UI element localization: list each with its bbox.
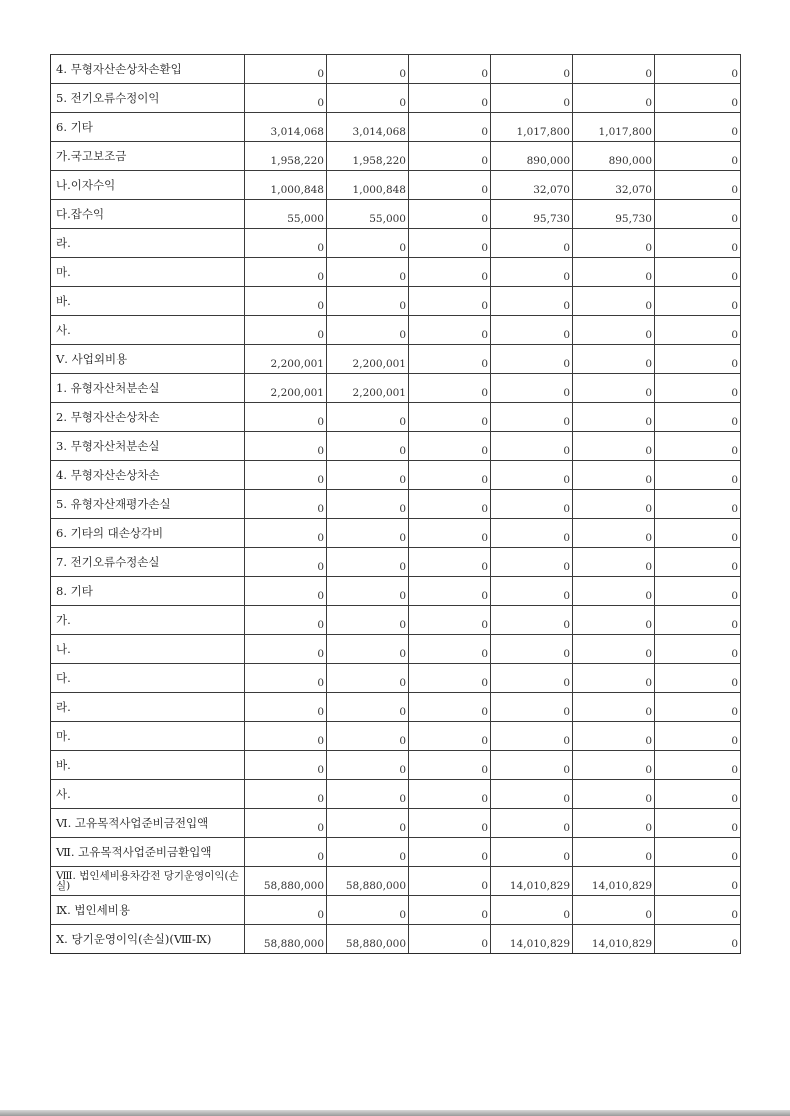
amount-cell: 0 xyxy=(491,722,573,751)
amount-cell: 0 xyxy=(409,374,491,403)
amount-cell: 1,017,800 xyxy=(573,113,655,142)
amount-cell: 0 xyxy=(655,693,741,722)
amount-cell: 0 xyxy=(409,84,491,113)
amount-cell: 0 xyxy=(409,809,491,838)
amount-cell: 2,200,001 xyxy=(245,374,327,403)
table-row xyxy=(51,751,741,780)
amount-cell: 0 xyxy=(655,461,741,490)
table-row xyxy=(51,316,741,345)
row-label: 라. xyxy=(51,693,245,722)
amount-cell: 1,958,220 xyxy=(245,142,327,171)
row-label: 다. xyxy=(51,664,245,693)
amount-cell: 0 xyxy=(655,432,741,461)
amount-cell: 0 xyxy=(655,664,741,693)
row-label: 바. xyxy=(51,751,245,780)
row-label: 6. 기타의 대손상각비 xyxy=(51,519,245,548)
amount-cell: 0 xyxy=(573,577,655,606)
table-row xyxy=(51,229,741,258)
table-row xyxy=(51,345,741,374)
amount-cell: 0 xyxy=(655,838,741,867)
amount-cell: 0 xyxy=(655,229,741,258)
amount-cell: 0 xyxy=(573,258,655,287)
amount-cell: 0 xyxy=(573,374,655,403)
table-row xyxy=(51,635,741,664)
amount-cell: 0 xyxy=(245,403,327,432)
amount-cell: 0 xyxy=(655,113,741,142)
amount-cell: 0 xyxy=(327,751,409,780)
amount-cell: 0 xyxy=(573,548,655,577)
amount-cell: 0 xyxy=(327,722,409,751)
amount-cell: 0 xyxy=(491,896,573,925)
amount-cell: 0 xyxy=(573,229,655,258)
amount-cell: 0 xyxy=(245,635,327,664)
amount-cell: 0 xyxy=(655,896,741,925)
amount-cell: 0 xyxy=(573,84,655,113)
amount-cell: 14,010,829 xyxy=(573,867,655,896)
amount-cell: 14,010,829 xyxy=(573,925,655,954)
table-row xyxy=(51,200,741,229)
amount-cell: 0 xyxy=(409,345,491,374)
amount-cell: 0 xyxy=(491,345,573,374)
amount-cell: 58,880,000 xyxy=(327,867,409,896)
amount-cell: 0 xyxy=(245,432,327,461)
table-row xyxy=(51,287,741,316)
table-row xyxy=(51,664,741,693)
amount-cell: 0 xyxy=(409,896,491,925)
table-row xyxy=(51,867,741,896)
amount-cell: 0 xyxy=(491,577,573,606)
amount-cell: 0 xyxy=(655,403,741,432)
amount-cell: 0 xyxy=(573,432,655,461)
amount-cell: 0 xyxy=(655,258,741,287)
amount-cell: 0 xyxy=(491,258,573,287)
amount-cell: 0 xyxy=(409,113,491,142)
scan-bottom-edge xyxy=(0,1110,790,1116)
amount-cell: 1,958,220 xyxy=(327,142,409,171)
amount-cell: 0 xyxy=(655,55,741,84)
table-row xyxy=(51,780,741,809)
amount-cell: 0 xyxy=(409,200,491,229)
amount-cell: 0 xyxy=(327,693,409,722)
amount-cell: 0 xyxy=(655,751,741,780)
amount-cell: 0 xyxy=(573,345,655,374)
amount-cell: 0 xyxy=(573,809,655,838)
amount-cell: 1,000,848 xyxy=(327,171,409,200)
amount-cell: 0 xyxy=(409,403,491,432)
amount-cell: 0 xyxy=(655,287,741,316)
row-label: Ⅸ. 법인세비용 xyxy=(51,896,245,925)
amount-cell: 0 xyxy=(409,142,491,171)
amount-cell: 0 xyxy=(409,577,491,606)
amount-cell: 0 xyxy=(655,490,741,519)
financial-statement-table xyxy=(50,54,741,954)
amount-cell: 58,880,000 xyxy=(327,925,409,954)
row-label: 8. 기타 xyxy=(51,577,245,606)
table-row xyxy=(51,838,741,867)
amount-cell: 0 xyxy=(245,258,327,287)
amount-cell: 0 xyxy=(409,693,491,722)
amount-cell: 0 xyxy=(409,461,491,490)
amount-cell: 0 xyxy=(409,722,491,751)
amount-cell: 32,070 xyxy=(573,171,655,200)
amount-cell: 0 xyxy=(655,925,741,954)
amount-cell: 0 xyxy=(655,577,741,606)
table-row xyxy=(51,548,741,577)
amount-cell: 0 xyxy=(573,316,655,345)
amount-cell: 0 xyxy=(409,606,491,635)
amount-cell: 890,000 xyxy=(573,142,655,171)
amount-cell: 0 xyxy=(245,751,327,780)
row-label: 2. 무형자산손상차손 xyxy=(51,403,245,432)
amount-cell: 0 xyxy=(245,577,327,606)
amount-cell: 0 xyxy=(327,461,409,490)
amount-cell: 0 xyxy=(573,461,655,490)
row-label: 5. 전기오류수정이익 xyxy=(51,84,245,113)
amount-cell: 32,070 xyxy=(491,171,573,200)
amount-cell: 0 xyxy=(491,838,573,867)
table-row xyxy=(51,577,741,606)
amount-cell: 0 xyxy=(327,432,409,461)
amount-cell: 0 xyxy=(655,867,741,896)
amount-cell: 0 xyxy=(245,548,327,577)
amount-cell: 0 xyxy=(573,403,655,432)
amount-cell: 0 xyxy=(245,84,327,113)
amount-cell: 890,000 xyxy=(491,142,573,171)
amount-cell: 0 xyxy=(409,490,491,519)
amount-cell: 58,880,000 xyxy=(245,867,327,896)
table-row xyxy=(51,374,741,403)
table-row xyxy=(51,171,741,200)
amount-cell: 0 xyxy=(245,664,327,693)
amount-cell: 0 xyxy=(409,664,491,693)
amount-cell: 0 xyxy=(245,809,327,838)
amount-cell: 0 xyxy=(409,867,491,896)
amount-cell: 55,000 xyxy=(245,200,327,229)
amount-cell: 0 xyxy=(491,461,573,490)
row-label: 7. 전기오류수정손실 xyxy=(51,548,245,577)
amount-cell: 14,010,829 xyxy=(491,925,573,954)
amount-cell: 0 xyxy=(327,780,409,809)
amount-cell: 0 xyxy=(573,780,655,809)
row-label: 마. xyxy=(51,258,245,287)
amount-cell: 0 xyxy=(655,171,741,200)
amount-cell: 0 xyxy=(409,316,491,345)
amount-cell: 0 xyxy=(491,316,573,345)
amount-cell: 0 xyxy=(655,374,741,403)
row-label: 4. 무형자산손상차손환입 xyxy=(51,55,245,84)
amount-cell: 0 xyxy=(409,925,491,954)
amount-cell: 0 xyxy=(655,606,741,635)
amount-cell: 1,000,848 xyxy=(245,171,327,200)
amount-cell: 1,017,800 xyxy=(491,113,573,142)
amount-cell: 0 xyxy=(327,838,409,867)
amount-cell: 0 xyxy=(327,606,409,635)
amount-cell: 0 xyxy=(327,664,409,693)
amount-cell: 0 xyxy=(491,519,573,548)
table-row xyxy=(51,142,741,171)
table-body xyxy=(51,55,741,954)
row-label: Ⅹ. 당기운영이익(손실)(Ⅷ-Ⅸ) xyxy=(51,925,245,954)
amount-cell: 0 xyxy=(245,838,327,867)
amount-cell: 0 xyxy=(655,84,741,113)
amount-cell: 0 xyxy=(327,287,409,316)
amount-cell: 0 xyxy=(245,519,327,548)
row-label: 5. 유형자산재평가손실 xyxy=(51,490,245,519)
amount-cell: 0 xyxy=(245,896,327,925)
amount-cell: 0 xyxy=(245,606,327,635)
row-label: 다.잡수익 xyxy=(51,200,245,229)
row-label: 사. xyxy=(51,316,245,345)
amount-cell: 0 xyxy=(491,693,573,722)
amount-cell: 0 xyxy=(491,548,573,577)
amount-cell: 0 xyxy=(655,722,741,751)
amount-cell: 0 xyxy=(491,403,573,432)
table-row xyxy=(51,113,741,142)
amount-cell: 0 xyxy=(573,635,655,664)
table-row xyxy=(51,722,741,751)
amount-cell: 3,014,068 xyxy=(327,113,409,142)
amount-cell: 0 xyxy=(409,780,491,809)
row-label: 1. 유형자산처분손실 xyxy=(51,374,245,403)
amount-cell: 0 xyxy=(409,635,491,664)
amount-cell: 0 xyxy=(409,751,491,780)
amount-cell: 0 xyxy=(573,693,655,722)
row-label: 나. xyxy=(51,635,245,664)
amount-cell: 0 xyxy=(327,490,409,519)
amount-cell: 0 xyxy=(573,751,655,780)
amount-cell: 0 xyxy=(245,461,327,490)
row-label: Ⅶ. 고유목적사업준비금환입액 xyxy=(51,838,245,867)
amount-cell: 0 xyxy=(573,490,655,519)
amount-cell: 0 xyxy=(327,316,409,345)
amount-cell: 0 xyxy=(327,577,409,606)
table-row xyxy=(51,403,741,432)
row-label: Ⅷ. 법인세비용차감전 당기운영이익(손실) xyxy=(51,867,245,896)
amount-cell: 95,730 xyxy=(573,200,655,229)
amount-cell: 0 xyxy=(327,548,409,577)
amount-cell: 0 xyxy=(491,55,573,84)
amount-cell: 0 xyxy=(409,55,491,84)
amount-cell: 0 xyxy=(409,171,491,200)
table-row xyxy=(51,519,741,548)
amount-cell: 0 xyxy=(491,287,573,316)
amount-cell: 2,200,001 xyxy=(327,374,409,403)
amount-cell: 3,014,068 xyxy=(245,113,327,142)
amount-cell: 0 xyxy=(655,142,741,171)
amount-cell: 0 xyxy=(491,751,573,780)
table-row xyxy=(51,461,741,490)
amount-cell: 0 xyxy=(573,287,655,316)
amount-cell: 0 xyxy=(491,490,573,519)
amount-cell: 0 xyxy=(655,200,741,229)
table-row xyxy=(51,809,741,838)
table-row xyxy=(51,925,741,954)
amount-cell: 0 xyxy=(245,229,327,258)
table-row xyxy=(51,693,741,722)
amount-cell: 0 xyxy=(573,838,655,867)
amount-cell: 2,200,001 xyxy=(327,345,409,374)
amount-cell: 0 xyxy=(573,606,655,635)
amount-cell: 0 xyxy=(491,84,573,113)
amount-cell: 95,730 xyxy=(491,200,573,229)
amount-cell: 0 xyxy=(491,635,573,664)
amount-cell: 0 xyxy=(655,780,741,809)
amount-cell: 0 xyxy=(409,287,491,316)
amount-cell: 0 xyxy=(245,287,327,316)
amount-cell: 0 xyxy=(655,316,741,345)
amount-cell: 0 xyxy=(573,55,655,84)
amount-cell: 0 xyxy=(245,490,327,519)
row-label: 바. xyxy=(51,287,245,316)
row-label: 가. xyxy=(51,606,245,635)
amount-cell: 0 xyxy=(409,548,491,577)
row-label: 3. 무형자산처분손실 xyxy=(51,432,245,461)
amount-cell: 0 xyxy=(327,84,409,113)
amount-cell: 0 xyxy=(245,55,327,84)
amount-cell: 0 xyxy=(409,519,491,548)
amount-cell: 0 xyxy=(573,519,655,548)
amount-cell: 0 xyxy=(327,896,409,925)
row-label: 나.이자수익 xyxy=(51,171,245,200)
row-label: 마. xyxy=(51,722,245,751)
amount-cell: 0 xyxy=(655,809,741,838)
amount-cell: 0 xyxy=(491,780,573,809)
amount-cell: 0 xyxy=(327,55,409,84)
amount-cell: 58,880,000 xyxy=(245,925,327,954)
amount-cell: 0 xyxy=(491,606,573,635)
amount-cell: 14,010,829 xyxy=(491,867,573,896)
amount-cell: 55,000 xyxy=(327,200,409,229)
amount-cell: 0 xyxy=(655,635,741,664)
row-label: 사. xyxy=(51,780,245,809)
row-label: 4. 무형자산손상차손 xyxy=(51,461,245,490)
amount-cell: 0 xyxy=(573,722,655,751)
amount-cell: 0 xyxy=(491,664,573,693)
amount-cell: 0 xyxy=(327,635,409,664)
amount-cell: 0 xyxy=(491,809,573,838)
table-row xyxy=(51,258,741,287)
amount-cell: 0 xyxy=(409,432,491,461)
amount-cell: 0 xyxy=(655,548,741,577)
row-label: Ⅴ. 사업외비용 xyxy=(51,345,245,374)
amount-cell: 0 xyxy=(245,693,327,722)
amount-cell: 0 xyxy=(327,519,409,548)
amount-cell: 2,200,001 xyxy=(245,345,327,374)
row-label: 가.국고보조금 xyxy=(51,142,245,171)
amount-cell: 0 xyxy=(491,374,573,403)
amount-cell: 0 xyxy=(491,432,573,461)
amount-cell: 0 xyxy=(327,403,409,432)
amount-cell: 0 xyxy=(491,229,573,258)
amount-cell: 0 xyxy=(573,896,655,925)
table-row xyxy=(51,896,741,925)
amount-cell: 0 xyxy=(409,229,491,258)
amount-cell: 0 xyxy=(655,345,741,374)
table-row xyxy=(51,490,741,519)
amount-cell: 0 xyxy=(245,316,327,345)
row-label: 라. xyxy=(51,229,245,258)
amount-cell: 0 xyxy=(327,258,409,287)
amount-cell: 0 xyxy=(655,519,741,548)
amount-cell: 0 xyxy=(573,664,655,693)
amount-cell: 0 xyxy=(327,809,409,838)
amount-cell: 0 xyxy=(327,229,409,258)
table-row xyxy=(51,432,741,461)
amount-cell: 0 xyxy=(245,780,327,809)
table-row xyxy=(51,55,741,84)
row-label: Ⅵ. 고유목적사업준비금전입액 xyxy=(51,809,245,838)
table-row xyxy=(51,84,741,113)
row-label: 6. 기타 xyxy=(51,113,245,142)
amount-cell: 0 xyxy=(409,838,491,867)
table-row xyxy=(51,606,741,635)
amount-cell: 0 xyxy=(409,258,491,287)
amount-cell: 0 xyxy=(245,722,327,751)
